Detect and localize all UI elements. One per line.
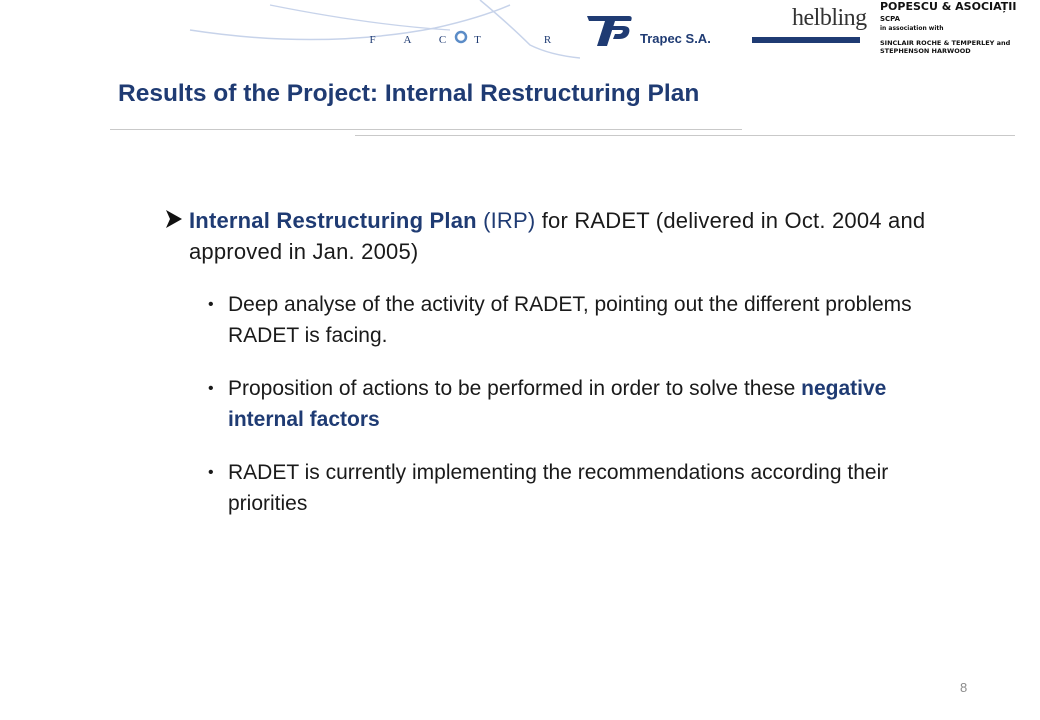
factor-letter: C: [438, 34, 447, 46]
sub-bullet-text: Proposition of actions to be performed in order to solve these: [228, 377, 802, 400]
list-item: [208, 289, 968, 351]
bullet-dot-icon: •: [208, 464, 214, 481]
factor-letter: T: [474, 34, 481, 46]
factor-letter: F: [369, 34, 376, 46]
popescu-name: POPESCU & ASOCIAȚII SCPA: [880, 0, 1017, 23]
bullet-dot-icon: •: [208, 380, 214, 397]
sub-bullet-text: RADET is currently implementing the recommendations according their priorities: [228, 461, 889, 515]
factor-wordmark: [355, 34, 565, 46]
sub-bullet-text: Deep analyse of the activity of RADET, pointing out the different problems RADET is facing.: [228, 293, 912, 347]
trapec-name: Trapec S.A.: [640, 31, 711, 46]
main-bullet-rest: for RADET (delivered in Oct. 2004 and approved in Jan. 2005): [189, 208, 926, 264]
sub-bullet-list: [208, 289, 968, 541]
sub-bullet-highlight: negative internal factors: [228, 377, 887, 431]
main-bullet-text: [189, 205, 944, 267]
main-bullet-bold: Internal Restructuring Plan: [189, 208, 477, 233]
factor-logo: [150, 0, 580, 60]
popescu-logo: [880, 0, 1038, 55]
main-bullet-abbrev: (IRP): [483, 208, 536, 233]
arrow-bullet-icon: [164, 208, 184, 230]
factor-letter: R: [543, 34, 552, 46]
main-bullet: [164, 205, 944, 267]
factor-letter: A: [403, 34, 412, 46]
factor-orbit-icon: [150, 0, 580, 60]
helbling-bar: [752, 37, 860, 43]
bullet-dot-icon: •: [208, 296, 214, 313]
page-number: 8: [960, 680, 968, 695]
list-item: [208, 373, 968, 435]
trapec-logo-icon: [585, 12, 635, 48]
title-divider: [110, 129, 742, 130]
slide-title: Results of the Project: Internal Restructuring Plan: [118, 80, 700, 107]
popescu-association: in association with: [880, 25, 944, 32]
title-divider-secondary: [355, 135, 1015, 136]
list-item: [208, 457, 968, 519]
popescu-firm: SINCLAIR ROCHE & TEMPERLEY and STEPHENSON HARWOOD: [880, 39, 1011, 56]
helbling-logo: helbling: [792, 5, 867, 31]
